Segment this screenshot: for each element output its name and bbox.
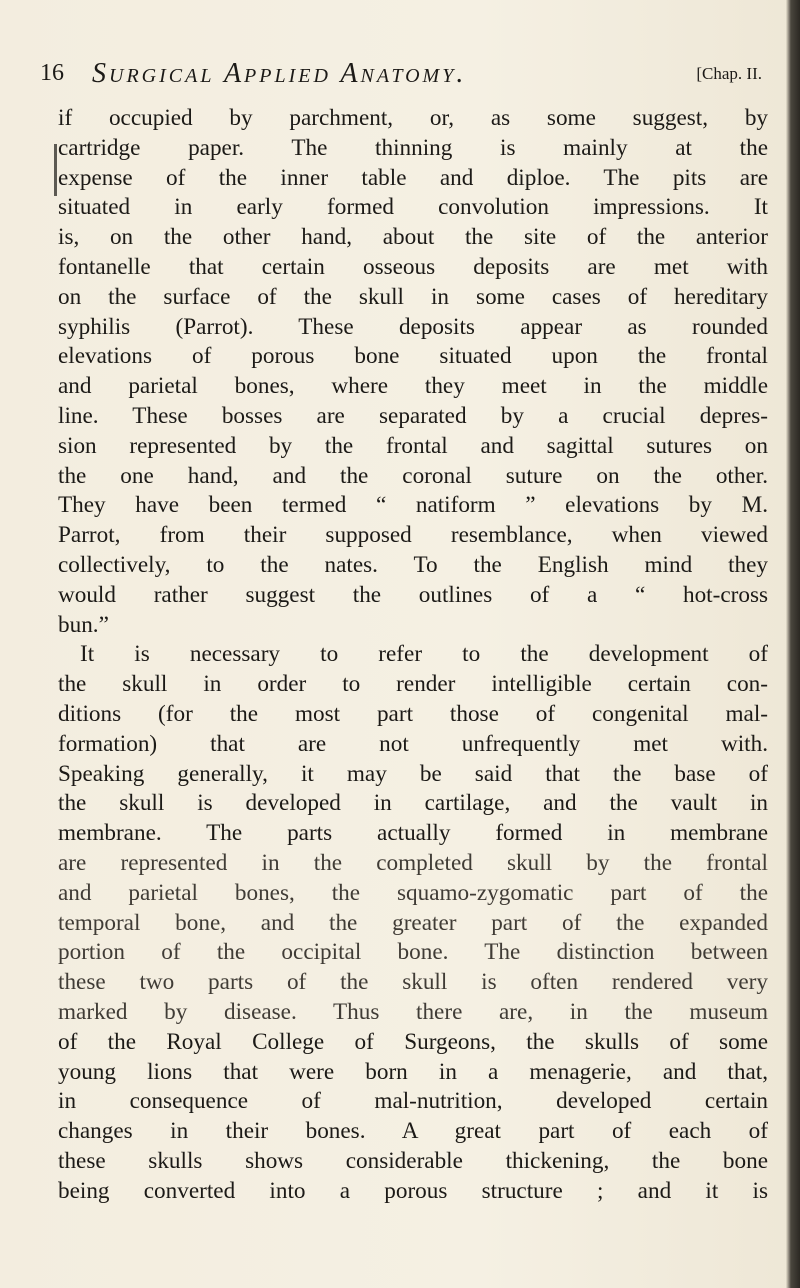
text-line: membrane. The parts actually formed in membrane — [58, 820, 768, 847]
text-line: and parietal bones, where they meet in the middle — [58, 373, 768, 400]
page-header — [40, 58, 770, 98]
text-line: Speaking generally, it may be said that the base of — [58, 760, 768, 787]
text-line: would rather suggest the outlines of a “ hot-cross — [58, 581, 768, 608]
text-line: temporal bone, and the greater part of the expanded — [58, 909, 768, 936]
text-line: is, on the other hand, about the site of the anterior — [58, 224, 768, 251]
text-line: They have been termed “ natiform ” elevations by M. — [58, 492, 768, 519]
text-line: if occupied by parchment, or, as some suggest, by — [58, 105, 768, 131]
text-line: young lions that were born in a menagerie, and that, — [58, 1058, 768, 1085]
chapter-label: [Chap. II. — [696, 64, 762, 83]
text-line: ditions (for the most part those of congenital mal- — [58, 700, 768, 727]
text-line: Parrot, from their supposed resemblance, when viewed — [58, 522, 768, 549]
text-line: changes in their bones. A great part of each of — [58, 1118, 768, 1145]
text-line: sion represented by the frontal and sagittal sutures on — [58, 432, 768, 459]
text-line: of the Royal College of Surgeons, the skulls of some — [58, 1028, 768, 1055]
page-number: 16 — [40, 60, 64, 86]
text-line: the skull in order to render intelligible certain con- — [58, 671, 768, 698]
text-line: these skulls shows considerable thickening, the bone — [58, 1147, 768, 1174]
text-line: expense of the inner table and diploe. The pits are — [58, 164, 768, 191]
page-edge-shadow — [786, 0, 800, 1288]
text-line: elevations of porous bone situated upon the frontal — [58, 343, 768, 370]
text-line: marked by disease. Thus there are, in the museum — [58, 998, 768, 1025]
text-line: are represented in the completed skull by the frontal — [58, 849, 768, 876]
text-line: and parietal bones, the squamo-zygomatic part of the — [58, 879, 768, 906]
text-line: the one hand, and the coronal suture on the other. — [58, 462, 768, 489]
text-line: bun.” — [58, 611, 109, 638]
margin-mark — [54, 144, 57, 196]
text-line: formation) that are not unfrequently met with. — [58, 730, 768, 757]
text-line: syphilis (Parrot). These deposits appear as rounded — [58, 313, 768, 340]
text-line: on the surface of the skull in some cases of hereditary — [58, 283, 768, 310]
text-line: cartridge paper. The thinning is mainly at the — [58, 134, 768, 161]
text-line: collectively, to the nates. To the English mind they — [58, 551, 768, 578]
text-line: portion of the occipital bone. The distinction between — [58, 939, 768, 966]
body-text — [58, 104, 768, 1206]
text-line: line. These bosses are separated by a crucial depres- — [58, 402, 768, 429]
text-line: the skull is developed in cartilage, and the vault in — [58, 790, 768, 817]
text-line: in consequence of mal-nutrition, developed certain — [58, 1088, 768, 1115]
running-title: Surgical Applied Anatomy. — [92, 58, 467, 89]
text-line: It is necessary to refer to the development of — [80, 641, 768, 668]
text-line: fontanelle that certain osseous deposits are met with — [58, 253, 768, 280]
text-line: these two parts of the skull is often rendered very — [58, 969, 768, 996]
text-line: being converted into a porous structure ; and it is — [58, 1177, 768, 1204]
text-line: situated in early formed convolution impressions. It — [58, 194, 768, 221]
